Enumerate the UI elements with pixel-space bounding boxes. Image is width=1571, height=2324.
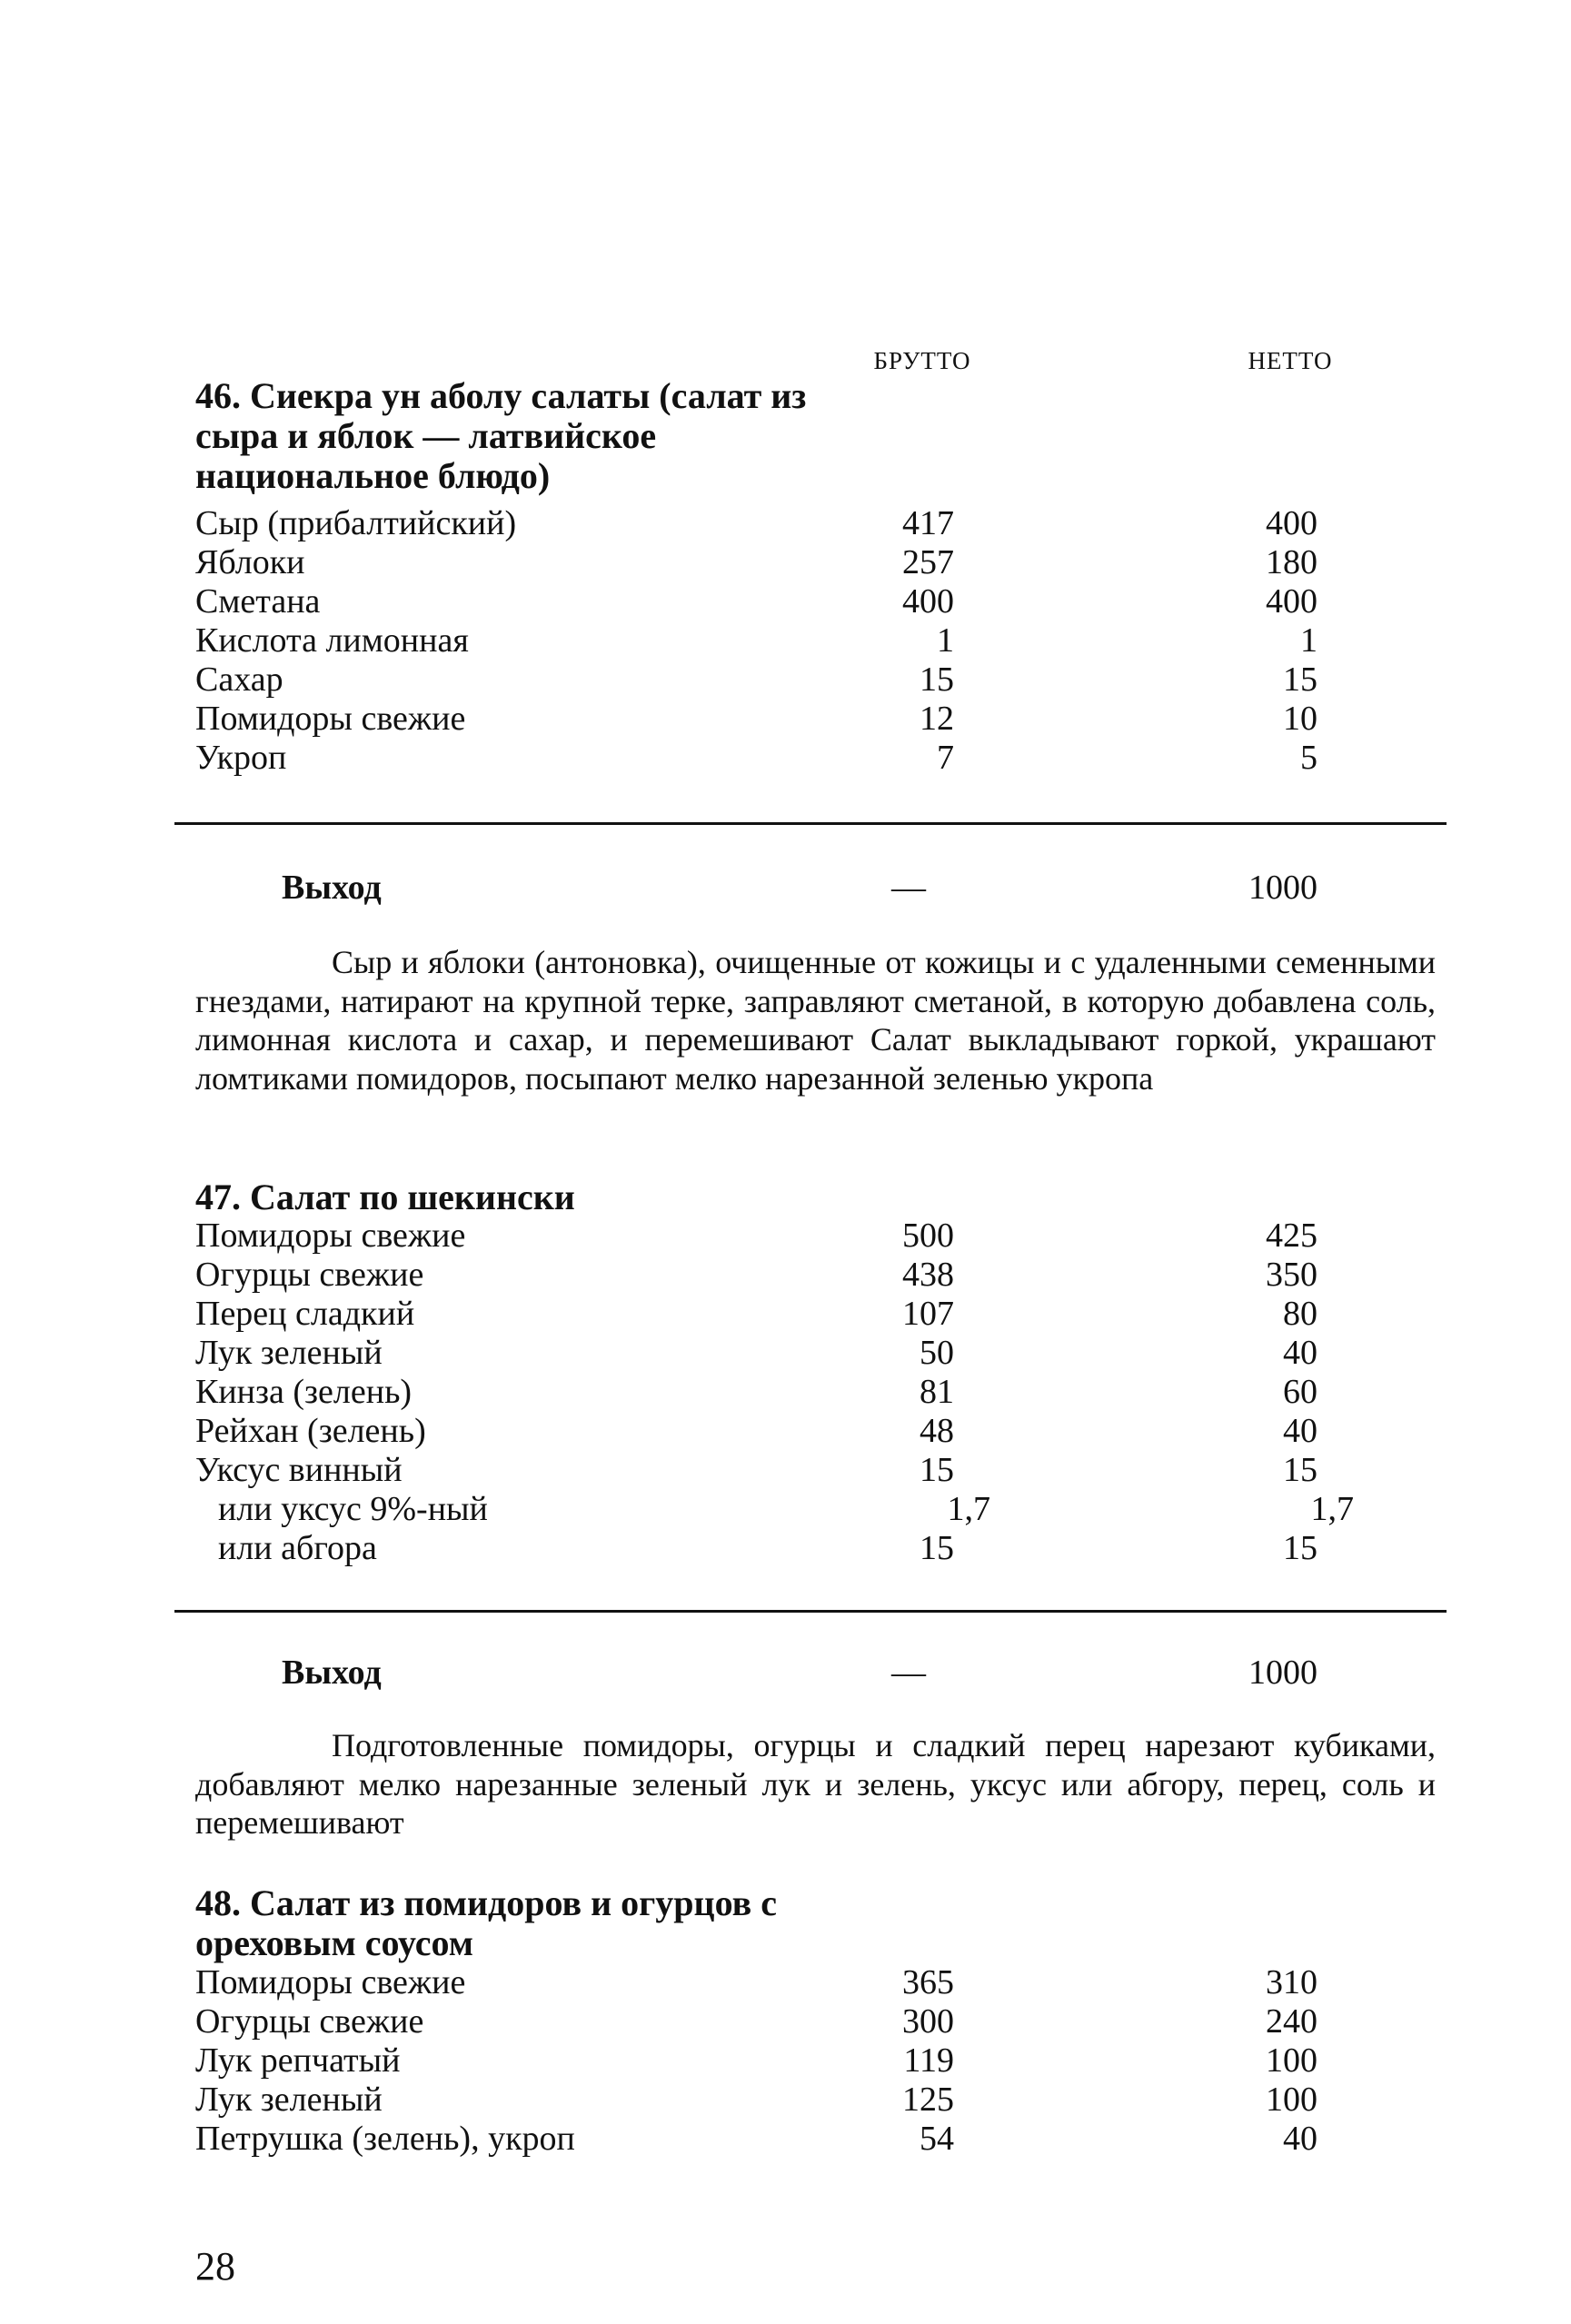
ingredient-row xyxy=(0,621,1571,660)
recipe-46-ingredients xyxy=(0,504,1571,778)
ingredient-name: Лук зеленый xyxy=(195,1334,383,1372)
output-brutto: — xyxy=(891,1654,926,1692)
ingredient-row xyxy=(0,543,1571,582)
page-number: 28 xyxy=(195,2244,235,2289)
ingredient-row xyxy=(0,1295,1571,1334)
ingredient-row xyxy=(0,1529,1571,1568)
recipe-47-title: 47. Салат по шекински xyxy=(195,1177,575,1217)
ingredient-netto: 240 xyxy=(1266,2002,1317,2041)
recipe-47-ingredients xyxy=(0,1217,1571,1568)
ingredient-brutto: 107 xyxy=(902,1295,954,1333)
ingredient-netto: 40 xyxy=(1283,1334,1317,1372)
ingredient-netto: 100 xyxy=(1266,2041,1317,2080)
ingredient-name: Петрушка (зелень), укроп xyxy=(195,2120,575,2158)
output-label: Выход xyxy=(282,1654,382,1692)
ingredient-name: Лук зеленый xyxy=(195,2081,383,2119)
ingredient-brutto: 15 xyxy=(920,1529,954,1567)
ingredient-row xyxy=(0,2002,1571,2041)
ingredient-brutto: 15 xyxy=(920,660,954,699)
ingredient-netto: 400 xyxy=(1266,582,1317,621)
output-netto: 1000 xyxy=(1248,1654,1317,1692)
ingredient-netto: 60 xyxy=(1283,1373,1317,1411)
ingredient-row xyxy=(0,1490,1571,1529)
output-brutto: — xyxy=(891,869,926,907)
ingredient-netto: 15 xyxy=(1283,1529,1317,1567)
ingredient-name: Уксус винный xyxy=(195,1451,403,1489)
ingredient-netto: 310 xyxy=(1266,1963,1317,2001)
ingredient-brutto: 417 xyxy=(902,504,954,542)
recipe-47-description: Подготовленные помидоры, огурцы и сладкий перец нарезают кубиками, добавляют мелко нарезанные зеленый лук и зелень, уксус или абгору, перец, соль и перемешивают xyxy=(195,1727,1436,1841)
column-header-netto: НЕТТО xyxy=(1248,347,1333,374)
ingredient-brutto: 500 xyxy=(902,1217,954,1255)
ingredient-brutto: 300 xyxy=(902,2002,954,2041)
ingredient-brutto: 12 xyxy=(920,700,954,738)
output-netto: 1000 xyxy=(1248,869,1317,907)
ingredient-netto: 1 xyxy=(1300,621,1317,660)
ingredient-row xyxy=(0,660,1571,700)
ingredient-brutto: 54 xyxy=(920,2120,954,2158)
ingredient-name: Помидоры свежие xyxy=(195,1963,466,2001)
ingredient-row xyxy=(0,504,1571,543)
ingredient-name: Кинза (зелень) xyxy=(195,1373,413,1411)
ingredient-row xyxy=(0,582,1571,621)
ingredient-netto: 80 xyxy=(1283,1295,1317,1333)
ingredient-name: Огурцы свежие xyxy=(195,1256,424,1294)
ingredient-brutto: 438 xyxy=(902,1256,954,1294)
ingredient-row xyxy=(0,1256,1571,1295)
ingredient-name: Укроп xyxy=(195,739,287,777)
ingredient-name: Помидоры свежие xyxy=(195,1217,466,1255)
ingredient-name: Огурцы свежие xyxy=(195,2002,424,2041)
ingredient-row xyxy=(0,1334,1571,1373)
ingredient-netto: 40 xyxy=(1283,1412,1317,1450)
ingredient-name: Рейхан (зелень) xyxy=(195,1412,426,1450)
ingredient-row xyxy=(0,2041,1571,2081)
ingredient-brutto: 7 xyxy=(937,739,954,777)
ingredient-brutto: 81 xyxy=(920,1373,954,1411)
ingredient-name: или абгора xyxy=(218,1529,377,1567)
ingredient-row xyxy=(0,1412,1571,1451)
ingredient-netto: 5 xyxy=(1300,739,1317,777)
ingredient-netto: 400 xyxy=(1266,504,1317,542)
ingredient-netto: 10 xyxy=(1283,700,1317,738)
recipe-46-description: Сыр и яблоки (антоновка), очищенные от кожицы и с удаленными семенными гнездами, натирают на крупной терке, заправляют сметаной, в которую добавлена соль, лимонная кислота и сахар, и перемешивают Салат выкладывают горкой, украшают ломтиками помидоров, посыпают мелко нарезанной зеленью укропа xyxy=(195,944,1436,1097)
ingredient-brutto: 1,7 xyxy=(947,1490,990,1528)
ingredient-name: или уксус 9%-ный xyxy=(218,1490,488,1528)
ingredient-row xyxy=(0,1963,1571,2002)
ingredient-row xyxy=(0,739,1571,778)
ingredient-netto: 15 xyxy=(1283,1451,1317,1489)
ingredient-name: Сахар xyxy=(195,660,283,699)
ingredient-brutto: 119 xyxy=(903,2041,954,2080)
ingredient-row xyxy=(0,700,1571,739)
recipe-46-output xyxy=(0,865,1571,910)
ingredient-name: Яблоки xyxy=(195,543,305,581)
ingredient-brutto: 400 xyxy=(902,582,954,621)
ingredient-netto: 40 xyxy=(1283,2120,1317,2158)
ingredient-netto: 180 xyxy=(1266,543,1317,581)
ingredient-netto: 350 xyxy=(1266,1256,1317,1294)
ingredient-brutto: 257 xyxy=(902,543,954,581)
ingredient-name: Сметана xyxy=(195,582,321,621)
ingredient-netto: 425 xyxy=(1266,1217,1317,1255)
ingredient-row xyxy=(0,2120,1571,2159)
ingredient-brutto: 125 xyxy=(902,2081,954,2119)
recipe-48-ingredients xyxy=(0,1963,1571,2159)
ingredient-brutto: 1 xyxy=(937,621,954,660)
column-header-brutto: БРУТТО xyxy=(873,347,971,374)
recipe-46-divider xyxy=(174,822,1447,825)
ingredient-name: Сыр (прибалтийский) xyxy=(195,504,517,542)
ingredient-row xyxy=(0,1451,1571,1490)
ingredient-brutto: 50 xyxy=(920,1334,954,1372)
ingredient-brutto: 48 xyxy=(920,1412,954,1450)
ingredient-netto: 15 xyxy=(1283,660,1317,699)
ingredient-row xyxy=(0,1217,1571,1256)
recipe-47-output xyxy=(0,1650,1571,1695)
recipe-47-divider xyxy=(174,1610,1447,1613)
recipe-48-title: 48. Салат из помидоров и огурцов с ореховым соусом xyxy=(195,1882,777,1963)
ingredient-row xyxy=(0,2081,1571,2120)
ingredient-netto: 100 xyxy=(1266,2081,1317,2119)
ingredient-name: Лук репчатый xyxy=(195,2041,401,2080)
ingredient-brutto: 365 xyxy=(902,1963,954,2001)
ingredient-name: Перец сладкий xyxy=(195,1295,415,1333)
ingredient-name: Помидоры свежие xyxy=(195,700,466,738)
ingredient-name: Кислота лимонная xyxy=(195,621,469,660)
ingredient-brutto: 15 xyxy=(920,1451,954,1489)
recipe-46-title: 46. Сиекра ун аболу салаты (салат из сыра и яблок — латвийское национальное блюдо) xyxy=(195,375,807,496)
ingredient-netto: 1,7 xyxy=(1310,1490,1354,1528)
output-label: Выход xyxy=(282,869,382,907)
ingredient-row xyxy=(0,1373,1571,1412)
